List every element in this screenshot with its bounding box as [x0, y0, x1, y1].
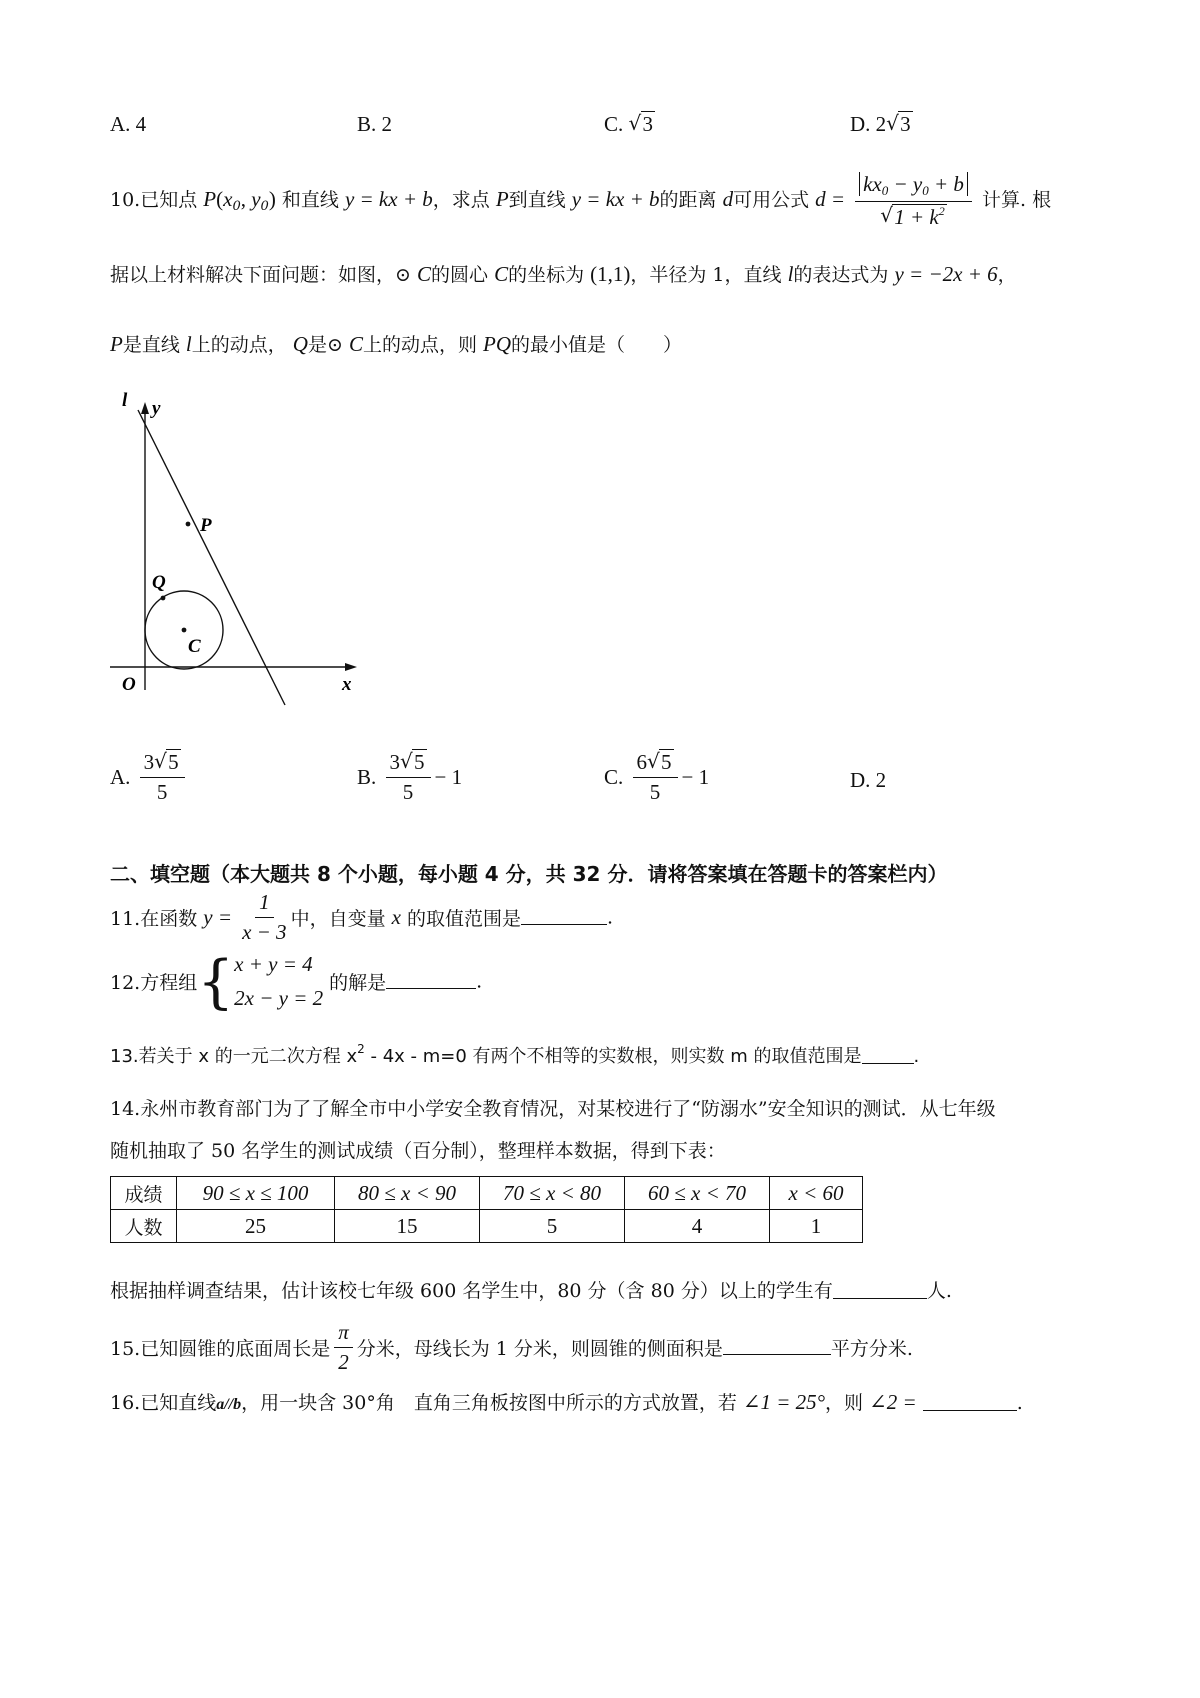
equation-1: x + y = 4 — [234, 952, 313, 976]
count-cell: 4 — [625, 1210, 770, 1243]
absolute-value — [859, 172, 968, 196]
range-cell: 90 ≤ x ≤ 100 — [177, 1177, 335, 1210]
distance-formula — [855, 172, 972, 230]
radicand: 5 — [661, 750, 672, 774]
count-cell: 5 — [480, 1210, 625, 1243]
brace: { — [197, 947, 235, 1016]
variable-x: x — [391, 905, 401, 929]
q11 — [110, 890, 613, 945]
fraction — [386, 750, 431, 805]
point-p: P — [495, 187, 509, 211]
text: 上的动点， — [191, 334, 287, 356]
denominator: 5 — [649, 780, 661, 804]
point-p: P — [203, 187, 217, 211]
text: 15.已知圆锥的底面周长是 — [110, 1338, 331, 1360]
angle-1: ∠1 = 25° — [742, 1390, 826, 1414]
label-q: Q — [152, 572, 166, 593]
geometry-figure — [100, 390, 380, 720]
term: 1 + k — [894, 205, 939, 229]
subscript: 0 — [922, 183, 929, 198]
sqrt: √ 5 — [154, 749, 179, 774]
row-header: 成绩 — [111, 1177, 177, 1210]
numerator: π — [334, 1320, 353, 1348]
text: 已知点 — [140, 189, 198, 211]
line-equation: y = kx + b — [571, 187, 660, 211]
answer-blank[interactable] — [723, 1354, 831, 1355]
row-header: 人数 — [111, 1210, 177, 1243]
label-l: l — [122, 390, 128, 411]
text: 12.方程组 — [110, 972, 198, 995]
x0: x — [223, 187, 233, 211]
period: . — [607, 906, 614, 929]
q12 — [110, 948, 482, 1015]
text: 13.若关于 x 的一元二次方程 x — [110, 1046, 358, 1067]
text: 根据抽样调查结果，估计该校七年级 600 名学生中，80 分（含 80 分）以上的学生有 — [110, 1280, 833, 1302]
q10-line-1 — [110, 172, 1051, 230]
circle-symbol: ⊙ — [395, 264, 411, 286]
answer-blank[interactable] — [521, 924, 607, 925]
superscript: 2 — [357, 1042, 365, 1056]
table-row — [111, 1210, 863, 1243]
minus-one: − 1 — [681, 765, 710, 789]
radicand: 3 — [642, 112, 654, 136]
sqrt-3: √ 3 — [628, 111, 654, 136]
distance-d: d — [722, 187, 734, 211]
sqrt: √ $1 + k^2$ — [880, 203, 945, 229]
y-axis-arrow — [141, 402, 149, 414]
subscript: 0 — [260, 199, 269, 214]
text: 的取值范围是 — [407, 908, 522, 930]
period: . — [476, 970, 483, 993]
equation-system — [234, 948, 323, 1015]
question-number: 10. — [110, 189, 141, 211]
text: ，半径为 1，直线 — [630, 264, 782, 286]
paren: ( — [216, 187, 224, 211]
period: . — [913, 1046, 920, 1067]
sqrt-3: √ 3 — [886, 111, 911, 136]
text: ，求点 — [432, 189, 490, 211]
score-table — [110, 1176, 863, 1243]
numerator: 1 — [255, 890, 274, 918]
text: 的圆心 — [431, 264, 489, 286]
range-cell: 70 ≤ x < 80 — [480, 1177, 625, 1210]
period: . — [1016, 1392, 1023, 1414]
q13 — [110, 1042, 919, 1068]
denominator: 5 — [402, 780, 414, 804]
denominator: 5 — [156, 780, 168, 804]
option-b: B. 2 — [357, 112, 393, 136]
label-o: O — [122, 674, 136, 695]
text: 计算. 根 — [981, 189, 1052, 211]
option-d — [850, 112, 913, 137]
radicand: 5 — [414, 750, 425, 774]
answer-blank[interactable] — [833, 1298, 927, 1299]
table-row — [111, 1177, 863, 1210]
sqrt: √ 5 — [400, 749, 425, 774]
line-l: l — [185, 332, 192, 356]
formula-numerator — [855, 172, 972, 202]
text: ，用一块含 30°角 直角三角板按图中所示的方式放置，若 — [241, 1392, 737, 1414]
q16 — [110, 1388, 1023, 1415]
point-q: Q — [292, 332, 308, 356]
center-coordinates: (1,1) — [590, 262, 631, 286]
minus-one: − 1 — [434, 765, 463, 789]
q10-option-a — [110, 750, 189, 805]
q10-option-c — [604, 750, 709, 805]
radicand: 3 — [900, 112, 911, 136]
line-l-equation: y = −2x + 6 — [894, 262, 998, 286]
point-q-dot — [161, 596, 166, 601]
term: − y — [888, 172, 923, 196]
text: 16.已知直线 — [110, 1392, 217, 1414]
label-x: x — [342, 674, 352, 695]
formula-denominator — [880, 202, 947, 230]
text: 的表达式为 — [793, 264, 889, 286]
text: - 4x - m=0 有两个不相等的实数根，则实数 m 的取值范围是 — [364, 1046, 862, 1067]
q10-line-2 — [110, 260, 1017, 287]
function-lhs: y = — [203, 905, 233, 929]
option-label: A. — [110, 765, 131, 789]
circle-symbol: ⊙ — [326, 334, 343, 356]
text: ，则 — [825, 1392, 864, 1414]
q14-line-3 — [110, 1276, 952, 1303]
option-d-label: D. — [850, 112, 871, 136]
subscript: 0 — [232, 199, 241, 214]
q10-option-d: D. 2 — [850, 768, 887, 792]
coefficient: 3 — [389, 750, 401, 774]
option-label: B. — [357, 765, 377, 789]
fraction — [140, 750, 185, 805]
range-cell: x < 60 — [770, 1177, 863, 1210]
option-c-label: C. — [604, 112, 624, 136]
denominator: 2 — [338, 1350, 349, 1374]
point-p: P — [110, 332, 123, 356]
text: 是直线 — [122, 334, 180, 356]
segment-pq: PQ — [483, 332, 512, 356]
text: 的最小值是（ ） — [511, 334, 683, 356]
text: 的坐标为 — [508, 264, 585, 286]
text: 中，自变量 — [290, 908, 386, 930]
text: 人. — [926, 1280, 952, 1302]
paren: ) — [268, 187, 276, 211]
radicand: 5 — [168, 750, 179, 774]
text: ， — [997, 264, 1017, 286]
formula-lhs: d = — [815, 187, 846, 211]
angle-2: ∠2 = — [869, 1390, 917, 1414]
q14-line-1: 14.永州市教育部门为了了解全市中小学安全教育情况，对某校进行了“防溺水”安全知识的测试．从七年级 — [110, 1098, 996, 1120]
text: 的解是 — [329, 972, 387, 995]
x-axis-arrow — [345, 663, 357, 671]
equation-2: 2x − y = 2 — [234, 985, 324, 1010]
answer-blank[interactable] — [862, 1063, 914, 1064]
coefficient: 6 — [636, 750, 648, 774]
fraction — [242, 890, 287, 945]
fraction — [334, 1320, 353, 1375]
option-c — [604, 112, 655, 137]
comma: , — [240, 187, 252, 211]
text: 11.在函数 — [110, 908, 198, 930]
text: 据以上材料解决下面问题：如图， — [110, 264, 396, 286]
text: 的距离 — [659, 189, 717, 211]
text: 到直线 — [508, 189, 566, 211]
section-heading: 二、填空题（本大题共 8 个小题，每小题 4 分，共 32 分．请将答案填在答题卡的答案栏内） — [110, 862, 948, 886]
option-a: A. 4 — [110, 112, 147, 136]
text: 平方分米. — [830, 1338, 913, 1360]
label-y: y — [152, 398, 161, 419]
term: kx — [863, 172, 882, 196]
text: 分米，母线长为 1 分米，则圆锥的侧面积是 — [356, 1338, 723, 1360]
line-equation: y = kx + b — [344, 187, 433, 211]
count-cell: 1 — [770, 1210, 863, 1243]
fraction — [633, 750, 678, 805]
range-cell: 80 ≤ x < 90 — [335, 1177, 480, 1210]
line-l: l — [787, 262, 794, 286]
radicand: $1 + k^2$ — [894, 204, 945, 229]
answer-blank[interactable] — [923, 1410, 1017, 1411]
circle-c: C — [348, 332, 363, 356]
coefficient: 3 — [143, 750, 155, 774]
parallel-lines: a//b — [216, 1396, 242, 1413]
coefficient: 2 — [875, 112, 887, 136]
y0: y — [251, 187, 261, 211]
text: 可用公式 — [733, 189, 810, 211]
count-cell: 25 — [177, 1210, 335, 1243]
center-c: C — [494, 262, 509, 286]
q10-line-3 — [110, 330, 682, 357]
circle-c: C — [416, 262, 431, 286]
q10-option-b — [357, 750, 462, 805]
text: 和直线 — [281, 189, 339, 211]
q15 — [110, 1320, 913, 1375]
sqrt: √ 5 — [647, 749, 672, 774]
text: 是 — [307, 334, 327, 356]
point-p-dot — [186, 522, 191, 527]
text: 上的动点，则 — [362, 334, 477, 356]
term: + b — [928, 172, 964, 196]
center-point — [182, 628, 187, 633]
count-cell: 15 — [335, 1210, 480, 1243]
label-p: P — [200, 515, 212, 536]
denominator: x − 3 — [242, 920, 287, 944]
subscript: 0 — [881, 183, 889, 198]
range-cell: 60 ≤ x < 70 — [625, 1177, 770, 1210]
q14-line-2: 随机抽取了 50 名学生的测试成绩（百分制），整理样本数据，得到下表： — [110, 1140, 726, 1162]
label-c: C — [188, 636, 201, 657]
option-label: C. — [604, 765, 624, 789]
answer-blank[interactable] — [386, 988, 476, 989]
